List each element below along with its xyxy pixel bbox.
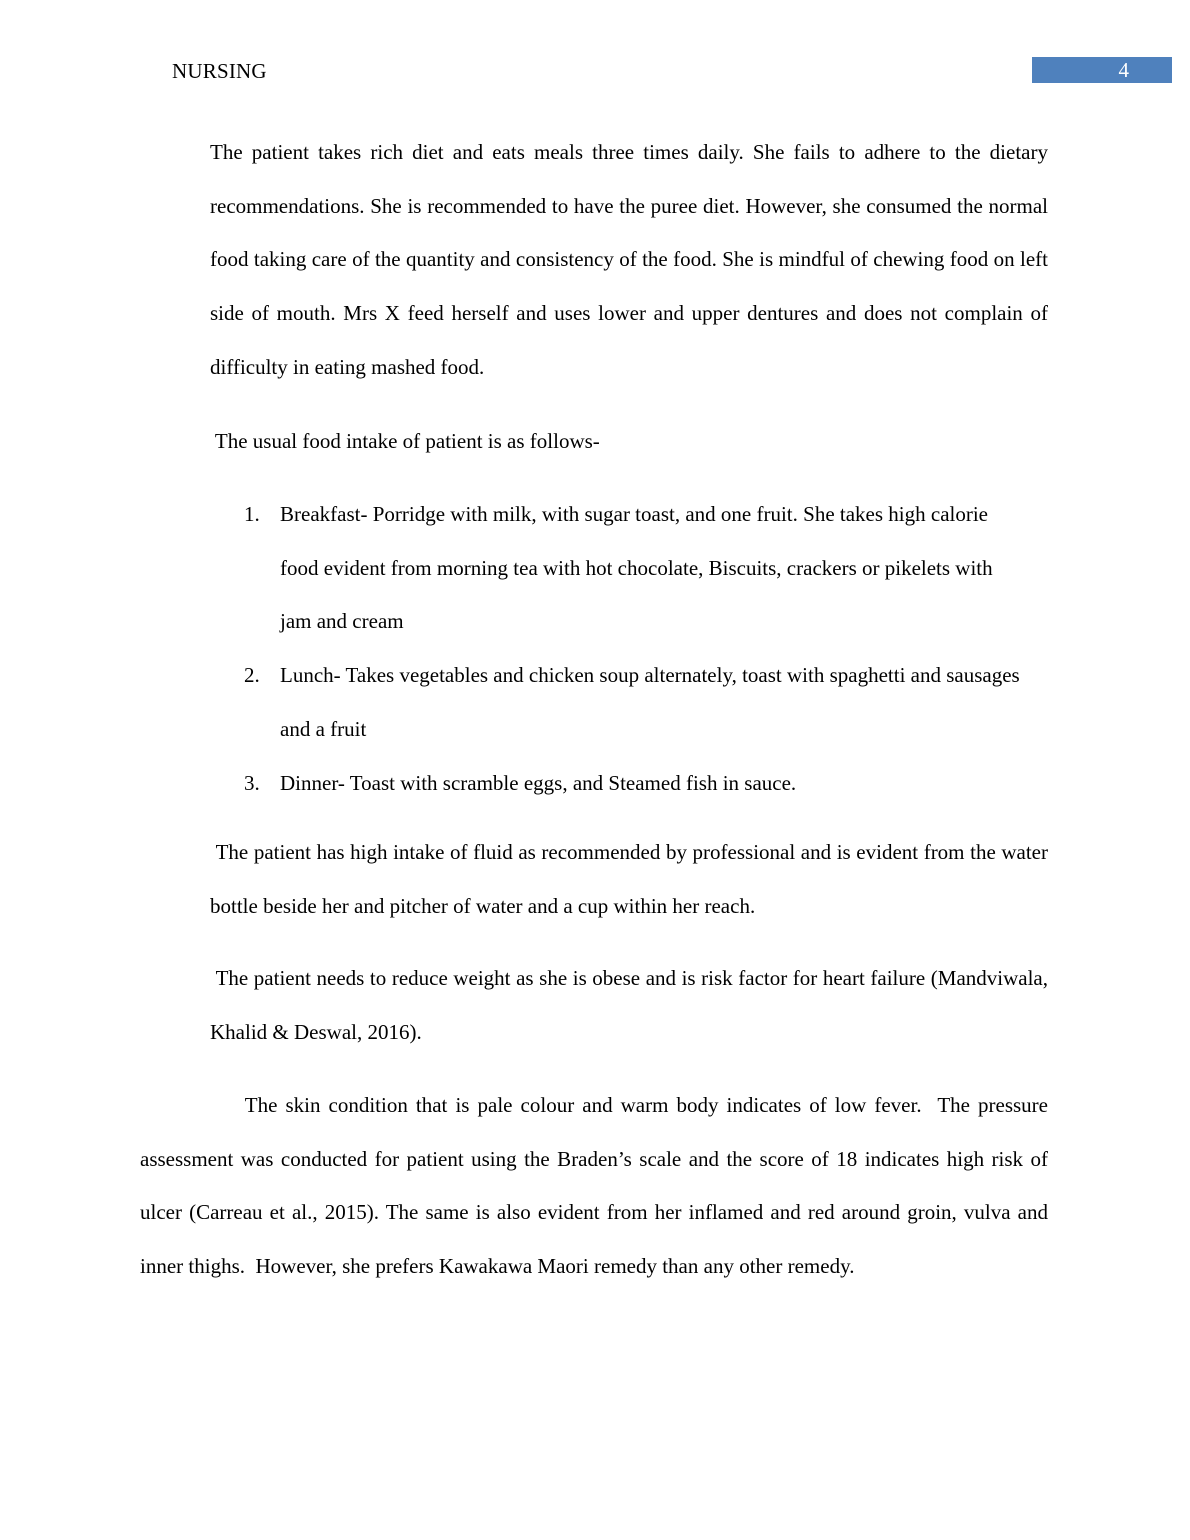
list-item-text: Dinner- Toast with scramble eggs, and Steamed fish in sauce. bbox=[280, 771, 797, 795]
list-item-number: 1. bbox=[244, 502, 260, 526]
paragraph-diet: The patient takes rich diet and eats meals three times daily. She fails to adhere to the dietary recommendations. She is recommended to have the puree diet. However, she consumed the normal food taking care of the quantity and consistency of the food. She is mindful of chewing food on left side of mouth. Mrs X feed herself and uses lower and upper dentures and does not complain of difficulty in eating mashed food. bbox=[210, 140, 1048, 379]
page-number: 4 bbox=[1118, 58, 1129, 82]
paragraph-fluid-intake: The patient has high intake of fluid as recommended by professional and is evident from the water bottle beside her and pitcher of water and a cup within her reach. bbox=[210, 840, 1054, 918]
list-item bbox=[244, 488, 1044, 650]
list-item bbox=[244, 757, 1044, 811]
list-item bbox=[244, 649, 1044, 757]
paragraph-food-intake-intro: The usual food intake of patient is as follows- bbox=[210, 429, 600, 453]
list-item-number: 2. bbox=[244, 663, 260, 687]
list-item-text: Lunch- Takes vegetables and chicken soup alternately, toast with spaghetti and sausages and a fruit bbox=[280, 663, 1020, 741]
paragraph-weight: The patient needs to reduce weight as she is obese and is risk factor for heart failure (Mandviwala, Khalid & Deswal, 2016). bbox=[210, 966, 1054, 1044]
list-item-number: 3. bbox=[244, 771, 260, 795]
page-number-box bbox=[1032, 57, 1172, 83]
paragraph-skin-condition: The skin condition that is pale colour and warm body indicates of low fever. The pressure assessment was conducted for patient using the Braden’s scale and the score of 18 indicates high risk of ulcer (Carreau et al., 2015). The same is also evident from her inflamed and red around groin, vulva and inner thighs. However, she prefers Kawakawa Maori remedy than any other remedy. bbox=[140, 1093, 1054, 1279]
list-item-text: Breakfast- Porridge with milk, with sugar toast, and one fruit. She takes high calorie food evident from morning tea with hot chocolate, Biscuits, crackers or pikelets with jam and cream bbox=[280, 502, 993, 634]
header-title: NURSING bbox=[172, 59, 267, 83]
